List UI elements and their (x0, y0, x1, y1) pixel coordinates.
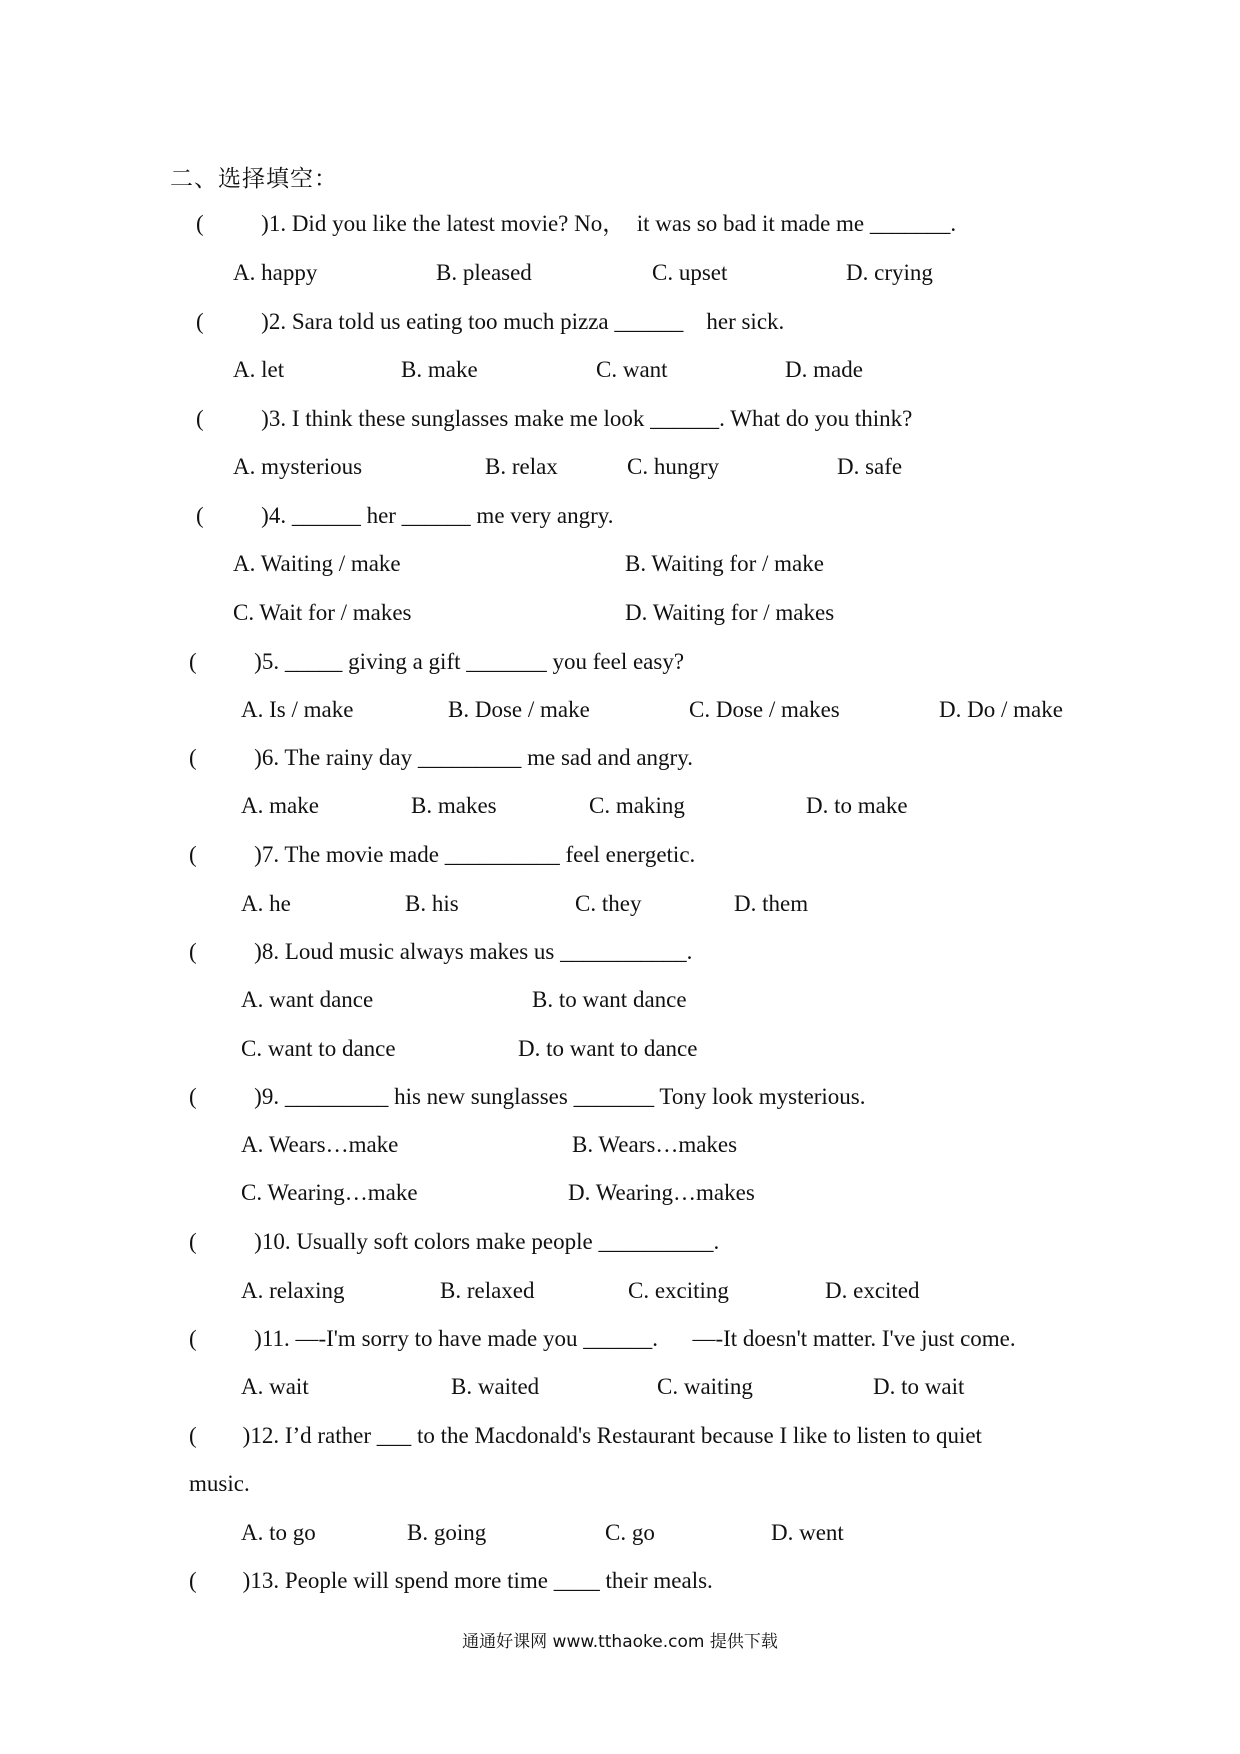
question-3: ( )3. I think these sunglasses make me look ______. What do you think? (196, 406, 913, 431)
q4-option-a: A. Waiting / make (233, 551, 401, 576)
question-4: ( )4. ______ her ______ me very angry. (196, 503, 614, 528)
q2-option-d: D. made (785, 357, 863, 382)
q8-option-a: A. want dance (241, 987, 374, 1012)
question-1: ( )1. Did you like the latest movie? No， it was so bad it made me _______. (196, 211, 957, 236)
section-title: 二、选择填空： (170, 166, 338, 192)
question-5: ( )5. _____ giving a gift _______ you feel easy? (189, 649, 685, 674)
q3-option-c: C. hungry (627, 454, 719, 479)
q12-option-d: D. went (771, 1520, 844, 1545)
q6-option-d: D. to make (806, 793, 908, 818)
question-12-continuation: music. (189, 1471, 250, 1496)
page-footer: 通通好课网 www.tthaoke.com 提供下载 (462, 1632, 778, 1652)
q2-option-b: B. make (401, 357, 478, 382)
q2-option-a: A. let (233, 357, 285, 382)
q9-option-d: D. Wearing…makes (568, 1180, 755, 1205)
q8-option-d: D. to want to dance (518, 1036, 698, 1061)
q8-option-b: B. to want dance (532, 987, 687, 1012)
q5-option-d: D. Do / make (939, 697, 1063, 722)
q11-option-d: D. to wait (873, 1374, 965, 1399)
q8-option-c: C. want to dance (241, 1036, 396, 1061)
q3-option-d: D. safe (837, 454, 903, 479)
q1-option-a: A. happy (233, 260, 318, 285)
q9-option-a: A. Wears…make (241, 1132, 399, 1157)
question-7: ( )7. The movie made __________ feel energetic. (189, 842, 696, 867)
q3-option-a: A. mysterious (233, 454, 363, 479)
q9-option-c: C. Wearing…make (241, 1180, 418, 1205)
q7-option-d: D. them (734, 891, 809, 916)
q2-option-c: C. want (596, 357, 668, 382)
q10-option-a: A. relaxing (241, 1278, 345, 1303)
q6-option-a: A. make (241, 793, 319, 818)
q4-option-d: D. Waiting for / makes (625, 600, 835, 625)
q12-option-b: B. going (407, 1520, 487, 1545)
q11-option-a: A. wait (241, 1374, 309, 1399)
question-12: ( )12. I’d rather ___ to the Macdonald's Restaurant because I like to listen to quiet (189, 1423, 982, 1448)
question-10: ( )10. Usually soft colors make people __________. (189, 1229, 720, 1254)
q5-option-a: A. Is / make (241, 697, 354, 722)
question-2: ( )2. Sara told us eating too much pizza ______ her sick. (196, 309, 785, 334)
question-6: ( )6. The rainy day _________ me sad and angry. (189, 745, 693, 770)
q12-option-a: A. to go (241, 1520, 316, 1545)
q1-option-c: C. upset (652, 260, 728, 285)
q5-option-c: C. Dose / makes (689, 697, 840, 722)
q10-option-c: C. exciting (628, 1278, 729, 1303)
q12-option-c: C. go (605, 1520, 655, 1545)
q4-option-c: C. Wait for / makes (233, 600, 412, 625)
q6-option-c: C. making (589, 793, 685, 818)
q5-option-b: B. Dose / make (448, 697, 590, 722)
question-11: ( )11. —-I'm sorry to have made you ______. —-It doesn't matter. I've just come. (189, 1326, 1016, 1351)
q11-option-b: B. waited (451, 1374, 540, 1399)
q10-option-b: B. relaxed (440, 1278, 535, 1303)
q4-option-b: B. Waiting for / make (625, 551, 824, 576)
q1-option-d: D. crying (846, 260, 933, 285)
q1-option-b: B. pleased (436, 260, 532, 285)
q7-option-c: C. they (575, 891, 642, 916)
question-8: ( )8. Loud music always makes us ___________. (189, 939, 693, 964)
question-9: ( )9. _________ his new sunglasses _______ Tony look mysterious. (189, 1084, 866, 1109)
q3-option-b: B. relax (485, 454, 558, 479)
q11-option-c: C. waiting (657, 1374, 753, 1399)
q7-option-b: B. his (405, 891, 459, 916)
q6-option-b: B. makes (411, 793, 497, 818)
q10-option-d: D. excited (825, 1278, 920, 1303)
q7-option-a: A. he (241, 891, 291, 916)
q9-option-b: B. Wears…makes (572, 1132, 738, 1157)
question-13: ( )13. People will spend more time ____ their meals. (189, 1568, 713, 1593)
